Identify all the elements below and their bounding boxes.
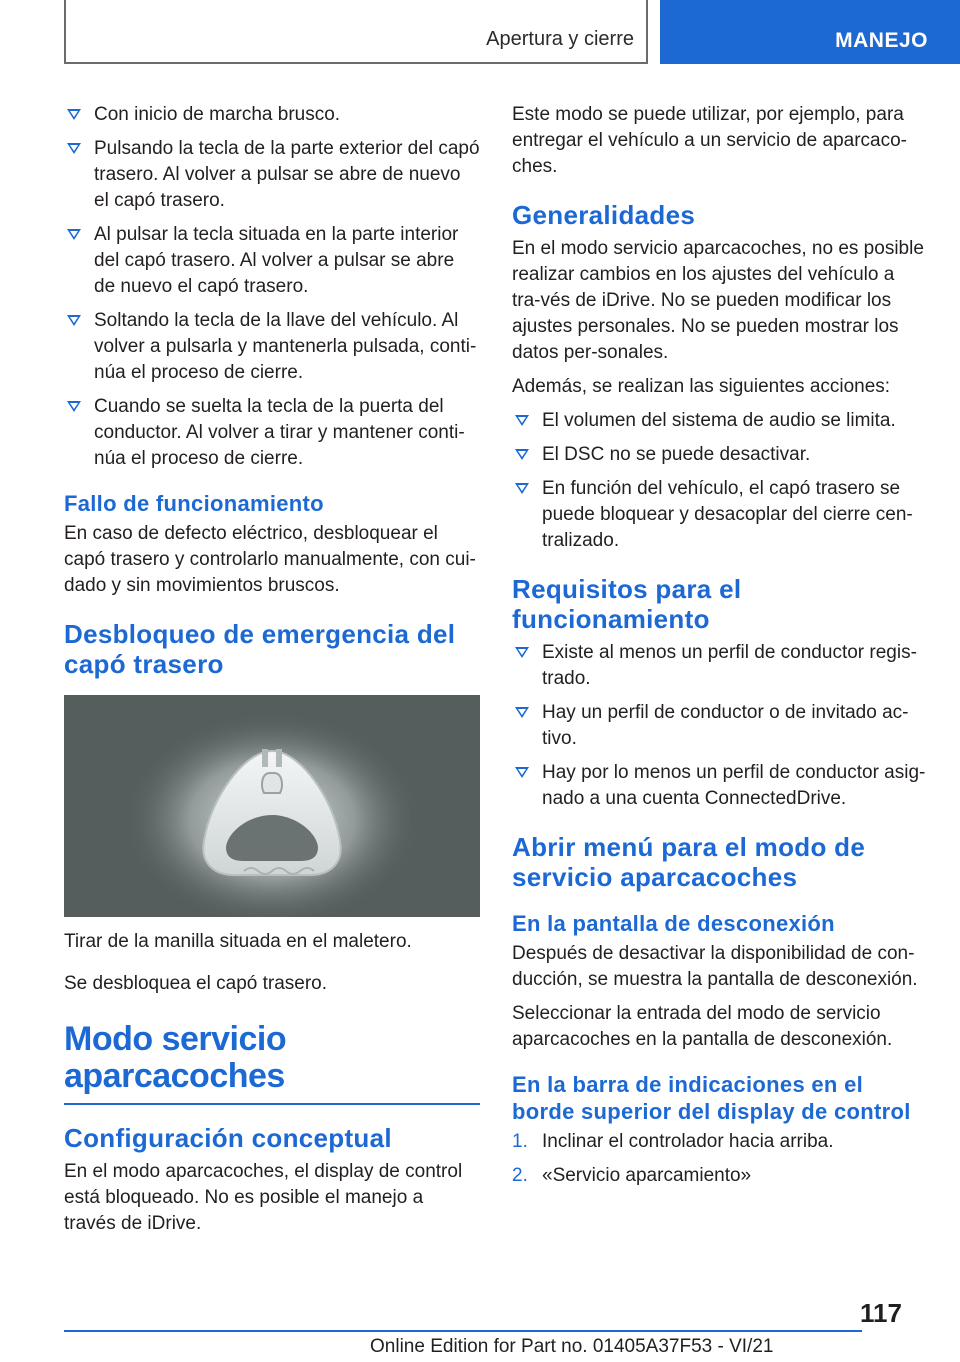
desbloqueo-heading: Desbloqueo de emergencia del capó trasero [64,619,456,679]
figure-caption-1: Tirar de la manilla situada en el maletero. [64,931,412,952]
emergency-handle-image [64,695,480,917]
triangle-bullet-icon [67,109,81,120]
chapter-tab[interactable]: MANEJO [660,0,960,64]
acciones-text: Además, se realizan las siguientes acciones: [512,376,891,397]
requisitos-heading: Requisitos para el funcionamiento [512,574,742,634]
triangle-bullet-icon [67,143,81,154]
closing-bullet-list [64,102,480,472]
intro-text: Este modo se puede utilizar, por ejemplo, para entregar el vehículo a un servicio de aparcaco‐ches. [512,104,908,177]
main-section-heading: Modo servicio aparcacoches [64,1020,287,1095]
list-item: En función del vehículo, el capó trasero se puede bloquear y desacoplar del cierre cen‐tralizado. [512,476,928,554]
triangle-bullet-icon [67,315,81,326]
list-item: Con inicio de marcha brusco. [64,102,480,128]
triangle-bullet-icon [515,449,529,460]
pantalla-text-2: Seleccionar la entrada del modo de servicio aparcacoches en la pantalla de desconexión. [512,1003,893,1050]
config-text: En el modo aparcacoches, el display de control está bloqueado. No es posible el manejo a través de iDrive. [64,1161,463,1234]
triangle-bullet-icon [67,229,81,240]
step-number: 1. [512,1131,528,1152]
trunk-handle-icon [64,695,480,917]
triangle-bullet-icon [515,767,529,778]
list-item: Hay por lo menos un perfil de conductor asig‐nado a una cuenta ConnectedDrive. [512,760,928,812]
step-number: 2. [512,1165,528,1186]
list-item: Cuando se suelta la tecla de la puerta del conductor. Al volver a tirar y mantener conti‐núa el proceso de cierre. [64,394,480,472]
list-item: Pulsando la tecla de la parte exterior del capó trasero. Al volver a pulsar se abre de nuevo el capó trasero. [64,136,480,214]
acciones-list [512,408,928,554]
config-heading: Configuración conceptual [64,1123,392,1153]
list-item: El volumen del sistema de audio se limita. [512,408,928,434]
generalidades-heading: Generalidades [512,200,696,230]
list-item: Hay un perfil de conductor o de invitado ac‐tivo. [512,700,928,752]
triangle-bullet-icon [515,707,529,718]
heading-rule [64,1103,480,1105]
triangle-bullet-icon [67,401,81,412]
steps-list [512,1129,928,1189]
list-item: Soltando la tecla de la llave del vehículo. Al volver a pulsarla y mantenerla pulsada, conti‐núa el proceso de cierre. [64,308,480,386]
figure-caption-2: Se desbloquea el capó trasero. [64,973,328,994]
list-item: Al pulsar la tecla situada en la parte interior del capó trasero. Al volver a pulsar se abre de nuevo el capó trasero. [64,222,480,300]
step-item [512,1129,928,1155]
abrir-menu-heading: Abrir menú para el modo de servicio aparcacoches [512,832,866,892]
right-column [512,102,928,1197]
triangle-bullet-icon [515,647,529,658]
list-item: Existe al menos un perfil de conductor regis‐trado. [512,640,928,692]
page-number: 117 [860,1298,902,1328]
header-frame [64,0,648,64]
triangle-bullet-icon [515,483,529,494]
requisitos-list [512,640,928,812]
pantalla-heading: En la pantalla de desconexión [512,911,835,936]
barra-heading: En la barra de indicaciones en el borde superior del display de control [512,1072,911,1124]
triangle-bullet-icon [515,415,529,426]
fallo-heading: Fallo de funcionamiento [64,491,324,516]
edition-text: Online Edition for Part no. 01405A37F53 - VI/21 [370,1336,774,1357]
fallo-text: En caso de defecto eléctrico, desbloquear el capó trasero y controlarlo manualmente, con cui‐dado y sin movimientos bruscos. [64,523,476,596]
list-item: El DSC no se puede desactivar. [512,442,928,468]
generalidades-text: En el modo servicio aparcacoches, no es posible realizar cambios en los ajustes del vehículo a tra‐vés de iDrive. No se pueden modificar los ajustes personales. No se pueden mostrar los datos per‐sonales. [512,238,924,363]
step-item [512,1163,928,1189]
step-text: «Servicio aparcamiento» [542,1165,752,1186]
pantalla-text-1: Después de desactivar la disponibilidad de con‐ducción, se muestra la pantalla de desconexión. [512,943,918,990]
section-title: Apertura y cierre [486,28,634,50]
footer-rule [64,1330,862,1332]
left-column [64,102,480,1245]
step-text: Inclinar el controlador hacia arriba. [542,1131,834,1152]
